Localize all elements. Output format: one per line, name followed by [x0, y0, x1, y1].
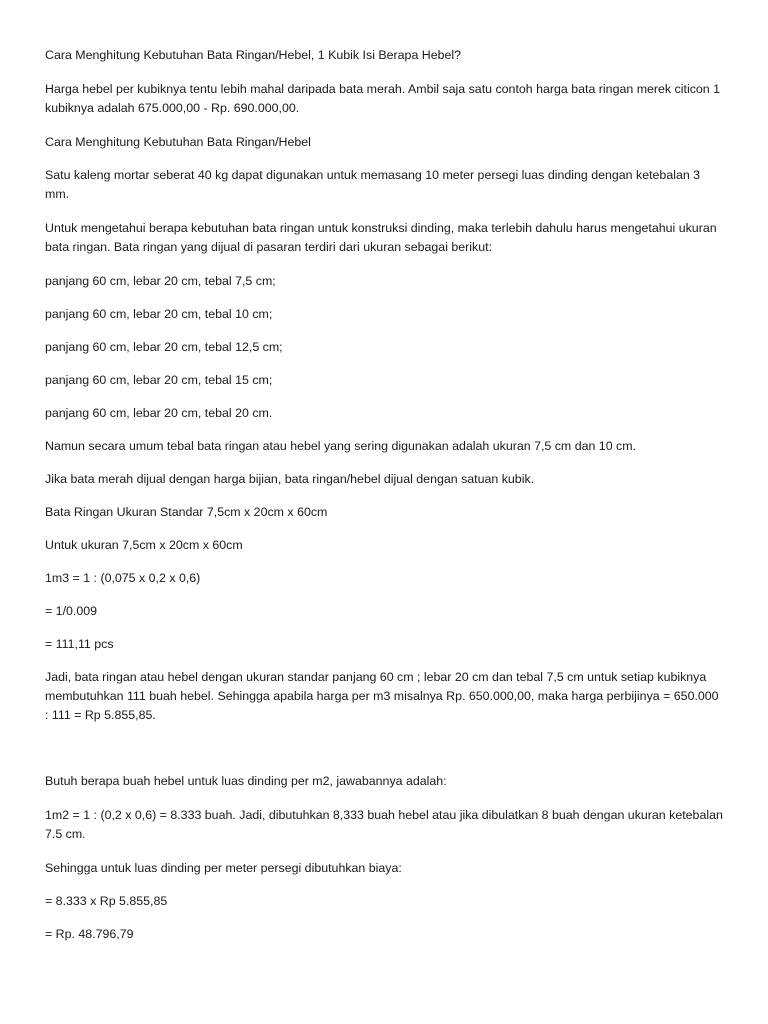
size-list-item: panjang 60 cm, lebar 20 cm, tebal 12,5 cm; [45, 340, 283, 354]
paragraph-kesimpulan-kubik: Jadi, bata ringan atau hebel dengan ukuran standar panjang 60 cm ; lebar 20 cm dan tebal 7,5 cm untuk setiap kubiknya membutuhkan 111 buah hebel. Sehingga apabila harga per m3 misalnya Rp. 650.000,00, maka harga perbijinya = 650.000 : 111 = Rp 5.855,85. [45, 670, 719, 722]
document-title: Cara Menghitung Kebutuhan Bata Ringan/Hebel, 1 Kubik Isi Berapa Hebel? [45, 48, 462, 62]
size-list-item: panjang 60 cm, lebar 20 cm, tebal 15 cm; [45, 373, 273, 387]
calc-result: = 111,11 pcs [45, 637, 114, 651]
size-list-item: panjang 60 cm, lebar 20 cm, tebal 10 cm; [45, 307, 273, 321]
paragraph-per-m2-question: Butuh berapa buah hebel untuk luas dinding per m2, jawabannya adalah: [45, 774, 447, 788]
calc-label: Untuk ukuran 7,5cm x 20cm x 60cm [45, 538, 243, 552]
paragraph-satuan-kubik: Jika bata merah dijual dengan harga bijian, bata ringan/hebel dijual dengan satuan kubik. [45, 472, 535, 486]
section-heading: Cara Menghitung Kebutuhan Bata Ringan/Hebel [45, 135, 311, 149]
paragraph-per-m2-calc: 1m2 = 1 : (0,2 x 0,6) = 8.333 buah. Jadi, dibutuhkan 8,333 buah hebel atau jika dibulatkan 8 buah dengan ukuran ketebalan 7.5 cm. [45, 808, 723, 841]
cost-calc-step: = 8.333 x Rp 5.855,85 [45, 894, 168, 908]
paragraph-harga-hebel: Harga hebel per kubiknya tentu lebih mahal daripada bata merah. Ambil saja satu contoh harga bata ringan merek citicon 1 kubiknya adalah 675.000,00 - Rp. 690.000,00. [45, 82, 721, 115]
paragraph-mortar: Satu kaleng mortar seberat 40 kg dapat digunakan untuk memasang 10 meter persegi luas dinding dengan ketebalan 3 mm. [45, 168, 701, 201]
subheading-ukuran-standar: Bata Ringan Ukuran Standar 7,5cm x 20cm x 60cm [45, 505, 328, 519]
paragraph-ukuran-intro: Untuk mengetahui berapa kebutuhan bata ringan untuk konstruksi dinding, maka terlebih dahulu harus mengetahui ukuran bata ringan. Bata ringan yang dijual di pasaran terdiri dari ukuran sebagai berikut: [45, 221, 717, 254]
calc-formula: 1m3 = 1 : (0,075 x 0,2 x 0,6) [45, 571, 201, 585]
size-list-item: panjang 60 cm, lebar 20 cm, tebal 7,5 cm; [45, 274, 276, 288]
cost-calc-result: = Rp. 48.796,79 [45, 927, 134, 941]
size-list-item: panjang 60 cm, lebar 20 cm, tebal 20 cm. [45, 406, 273, 420]
paragraph-biaya-intro: Sehingga untuk luas dinding per meter persegi dibutuhkan biaya: [45, 861, 402, 875]
paragraph-tebal-umum: Namun secara umum tebal bata ringan atau hebel yang sering digunakan adalah ukuran 7,5 cm dan 10 cm. [45, 439, 636, 453]
calc-step: = 1/0.009 [45, 604, 98, 618]
